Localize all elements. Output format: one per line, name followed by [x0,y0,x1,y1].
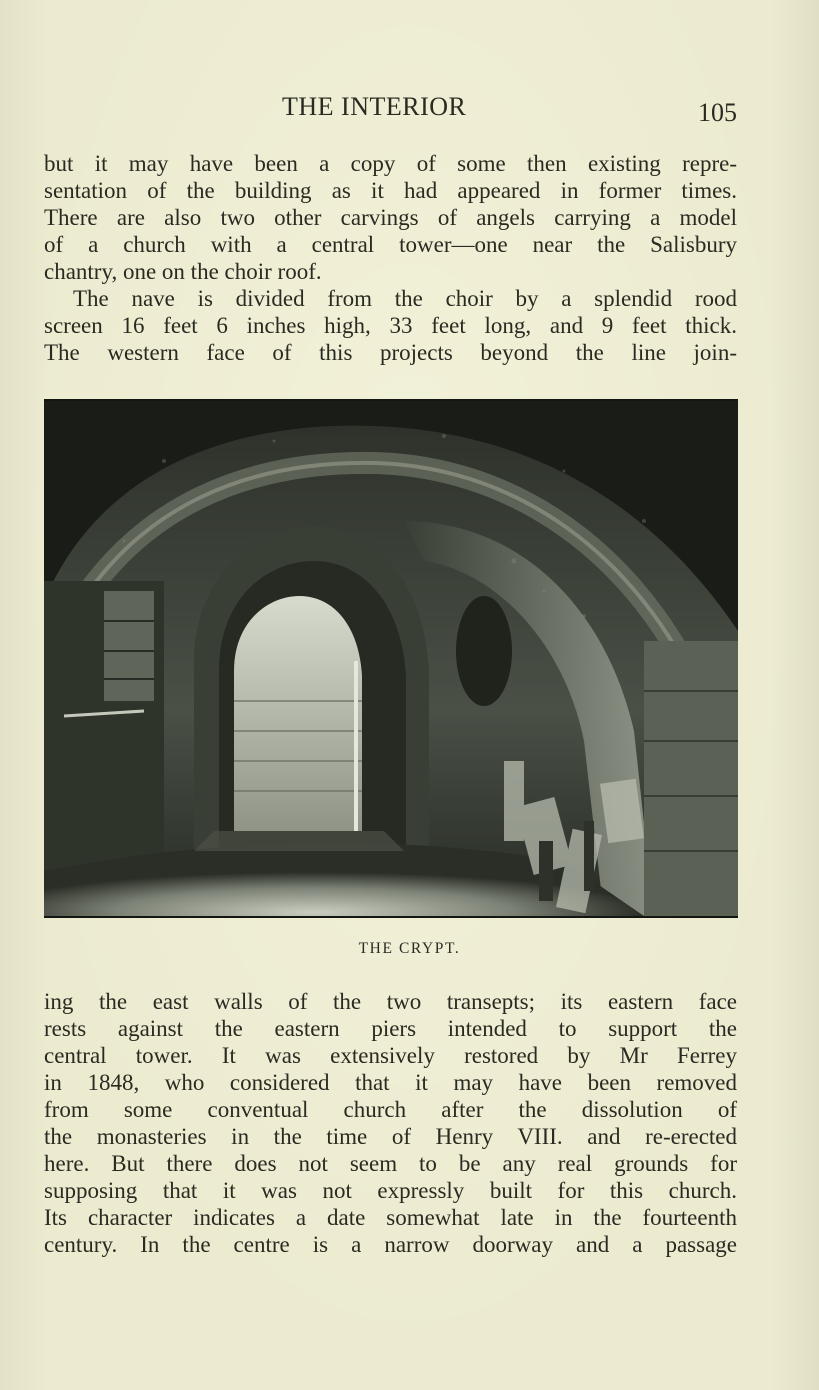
text-line: central tower. It was extensively restored by Mr Ferrey [44,1043,737,1068]
text-line: sentation of the building as it had appeared in former times. [44,178,737,203]
figure-caption: THE CRYPT. [358,940,461,957]
text-line: in 1848, who considered that it may have been removed [44,1070,737,1095]
text-line: the monasteries in the time of Henry VIII. and re-erected [44,1124,737,1149]
text-line: supposing that it was not expressly built for this church. [44,1178,737,1203]
text-line: rests against the eastern piers intended to support the [44,1016,737,1041]
paragraph-rood-screen [44,285,737,366]
text-line: The nave is divided from the choir by a splendid rood [73,286,737,311]
crypt-photograph [44,399,738,918]
running-head: THE INTERIOR [282,92,467,121]
text-line: chantry, one on the choir roof. [44,259,322,284]
crypt-illustration [44,401,738,916]
text-line: The western face of this projects beyond the line join- [44,340,737,365]
text-line: screen 16 feet 6 inches high, 33 feet long, and 9 feet thick. [44,313,737,338]
page-number: 105 [698,98,737,127]
paragraph-continued [44,150,737,285]
paragraph-transepts [44,988,737,1258]
text-line: There are also two other carvings of angels carrying a model [44,205,737,230]
text-line: but it may have been a copy of some then existing repre- [44,151,737,176]
page-header [0,92,819,126]
text-line: century. In the centre is a narrow doorway and a passage [44,1232,737,1257]
text-line: here. But there does not seem to be any real grounds for [44,1151,737,1176]
text-line: ing the east walls of the two transepts; its eastern face [44,989,737,1014]
text-line: from some conventual church after the dissolution of [44,1097,737,1122]
text-line: of a church with a central tower—one near the Salisbury [44,232,737,257]
text-line: Its character indicates a date somewhat late in the fourteenth [44,1205,737,1230]
